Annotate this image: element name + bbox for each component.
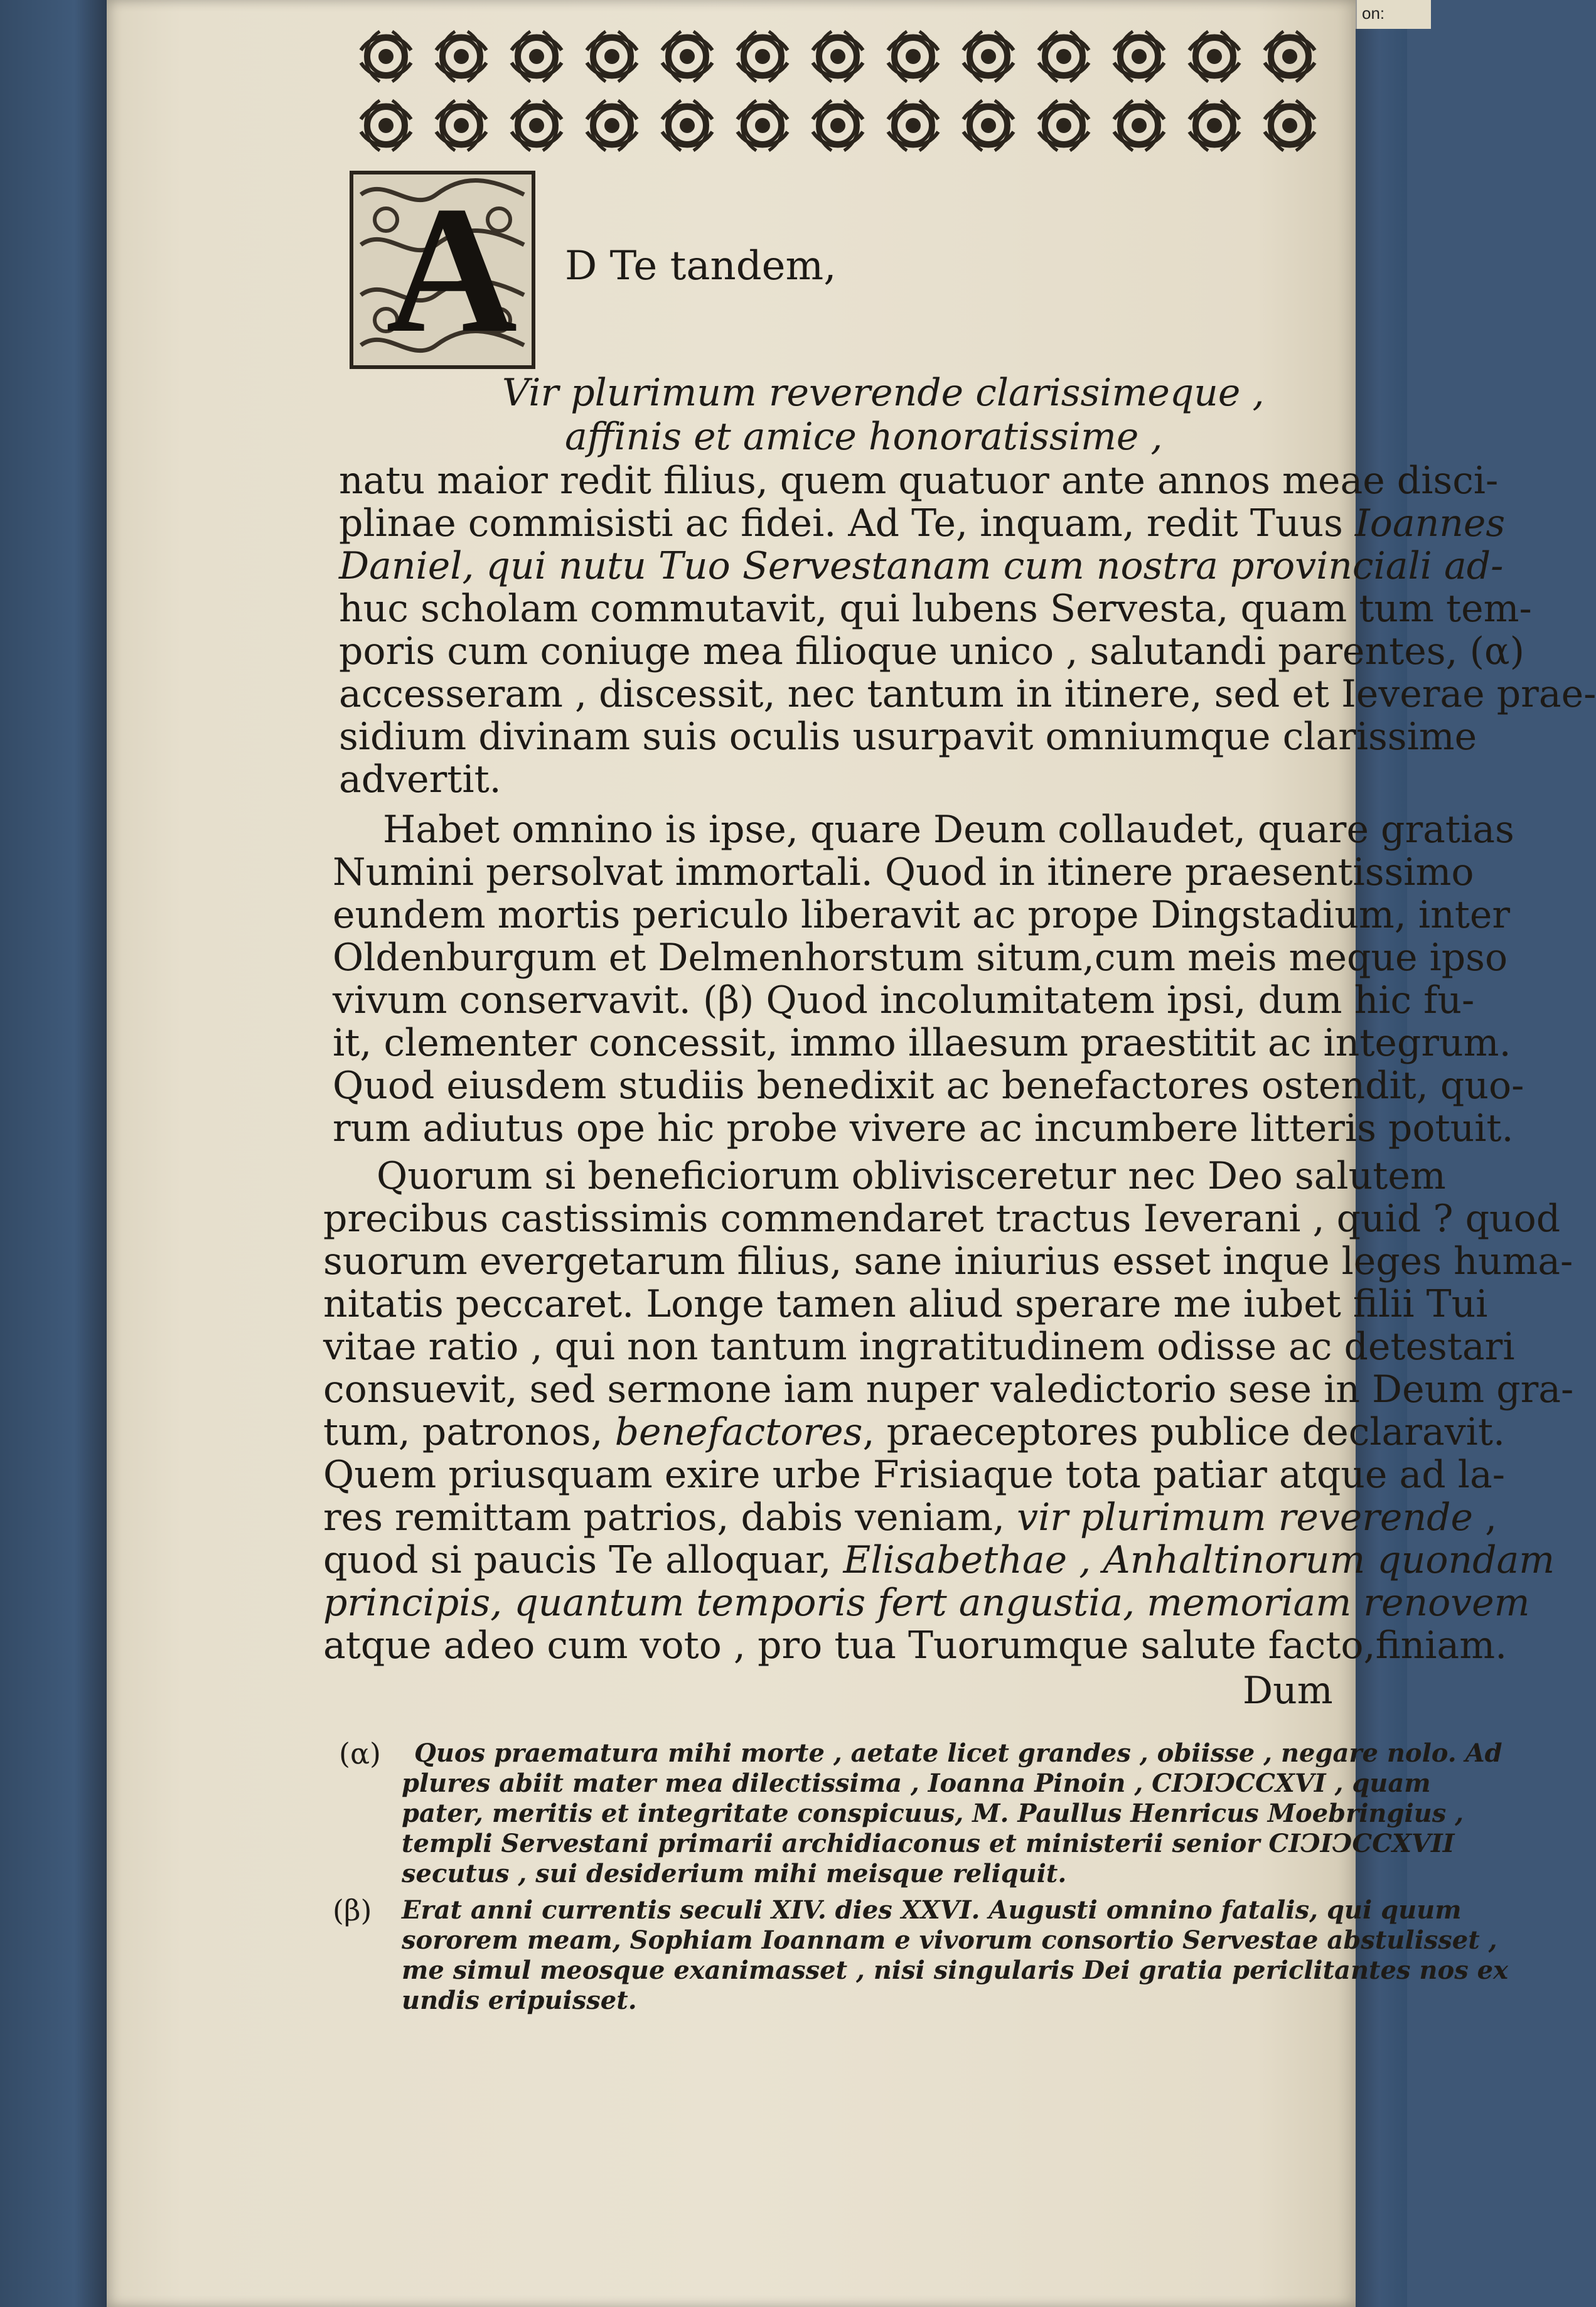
- body-line-3: Daniel, qui nutu Tuo Servestanam cum nostra provinciali ad-: [339, 544, 1504, 588]
- body-line-13: vivum conservavit. (β) Quod incolumitatem ipsi, dum hic fu-: [333, 978, 1475, 1022]
- body-line-12: Oldenburgum et Delmenhorstum situm,cum meis meque ipso: [333, 936, 1508, 980]
- phrase-elisabethae: Elisabethae , Anhaltinorum quondam: [843, 1538, 1555, 1582]
- body-line-27: principis, quantum temporis fert angustia, memoriam renovem: [323, 1581, 1530, 1625]
- footnote-beta-line-1: Erat anni currentis seculi XIV. dies XXVI. Augusti omnino fatalis, qui quum: [402, 1895, 1462, 1925]
- salutation: D Te tandem,: [565, 243, 837, 289]
- body-line-18: precibus castissimis commendaret tractus Ieverani , quid ? quod: [323, 1197, 1561, 1241]
- body-line-11: eundem mortis periculo liberavit ac prope Dingstadium, inter: [333, 893, 1511, 937]
- phrase-vir-plurimum: vir plurimum reverende: [1017, 1496, 1473, 1539]
- footnote-beta-line-2: sororem meam, Sophiam Ioannam e vivorum consortio Servestae abstulisset ,: [402, 1925, 1497, 1955]
- body-line-25: res remittam patrios, dabis veniam, vir plurimum reverende ,: [323, 1496, 1497, 1539]
- body-line-4: huc scholam commutavit, qui lubens Servesta, quam tum tem-: [339, 587, 1532, 631]
- address-line-2: affinis et amice honoratissime ,: [565, 415, 1163, 459]
- footnote-beta-line-4: undis eripuisset.: [402, 1986, 637, 2015]
- footnote-alpha-line-2: plures abiit mater mea dilectissima , Ioanna Pinoin , CIↃIↃCCXVI , quam: [402, 1769, 1431, 1798]
- initial-letter: A: [386, 169, 518, 370]
- body-line-7: sidium divinam suis oculis usurpavit omniumque clarissime: [339, 715, 1477, 759]
- footnote-alpha-line-5: secutus , sui desiderium mihi meisque reliquit.: [402, 1859, 1067, 1888]
- body-line-23: tum, patronos, benefactores, praeceptores publice declaravit.: [323, 1410, 1506, 1454]
- body-line-17: Quorum si beneficiorum oblivisceretur nec Deo salutem: [377, 1154, 1446, 1198]
- body-line-8: advertit.: [339, 757, 501, 801]
- body-line-15: Quod eiusdem studiis benedixit ac benefactores ostendit, quo-: [333, 1064, 1524, 1108]
- body-line-10: Numini persolvat immortali. Quod in itinere praesentissimo: [333, 850, 1474, 894]
- body-line-9: Habet omnino is ipse, quare Deum collaudet, quare gratias: [383, 808, 1514, 852]
- body-line-26: quod si paucis Te alloquar, Elisabethae , Anhaltinorum quondam: [323, 1538, 1555, 1582]
- footnote-beta-mark: (β): [333, 1893, 372, 1927]
- footnote-alpha-line-4: templi Servestani primarii archidiaconus et ministerii senior CIↃIↃCCXVII: [402, 1829, 1455, 1858]
- decorated-initial: [348, 169, 537, 370]
- body-line-2: plinae commisisti ac fidei. Ad Te, inquam, redit Tuus Ioannes: [339, 501, 1506, 545]
- catchword: Dum: [1243, 1669, 1333, 1713]
- body-line-1: natu maior redit filius, quem quatuor ante annos meae disci-: [339, 459, 1499, 503]
- footnote-beta-line-3: me simul meosque exanimasset , nisi singularis Dei gratia periclitantes nos ex: [402, 1956, 1508, 1985]
- ornament-band: [348, 19, 1365, 163]
- body-line-22: consuevit, sed sermone iam nuper valedictorio sese in Deum gra-: [323, 1368, 1574, 1411]
- name-ioannes: Ioannes: [1355, 501, 1506, 545]
- adjacent-page-tab: on:: [1356, 0, 1431, 29]
- address-line-1: Vir plurimum reverende clarissimeque ,: [502, 371, 1265, 415]
- body-line-20: nitatis peccaret. Longe tamen aliud sperare me iubet filii Tui: [323, 1282, 1488, 1326]
- body-line-28: atque adeo cum voto , pro tua Tuorumque salute facto,finiam.: [323, 1624, 1508, 1667]
- word-benefactores: benefactores: [614, 1410, 863, 1454]
- body-line-6: accesseram , discessit, nec tantum in itinere, sed et Ieverae prae-: [339, 672, 1596, 716]
- footnote-alpha-mark: (α): [339, 1737, 381, 1770]
- body-line-19: suorum evergetarum filius, sane iniurius esset inque leges huma-: [323, 1239, 1573, 1283]
- footnote-alpha-line-3: pater, meritis et integritate conspicuus, M. Paullus Henricus Moebringius ,: [402, 1799, 1464, 1828]
- footnote-alpha-line-1: Quos praematura mihi morte , aetate licet grandes , obiisse , negare nolo. Ad: [414, 1738, 1502, 1768]
- background-left: [0, 0, 107, 2307]
- body-line-21: vitae ratio , qui non tantum ingratitudinem odisse ac detestari: [323, 1325, 1515, 1369]
- body-line-24: Quem priusquam exire urbe Frisiaque tota patiar atque ad la-: [323, 1453, 1505, 1497]
- body-line-14: it, clementer concessit, immo illaesum praestitit ac integrum.: [333, 1021, 1511, 1065]
- body-line-16: rum adiutus ope hic probe vivere ac incumbere litteris potuit.: [333, 1106, 1514, 1150]
- body-line-5: poris cum coniuge mea filioque unico , salutandi parentes, (α): [339, 629, 1524, 673]
